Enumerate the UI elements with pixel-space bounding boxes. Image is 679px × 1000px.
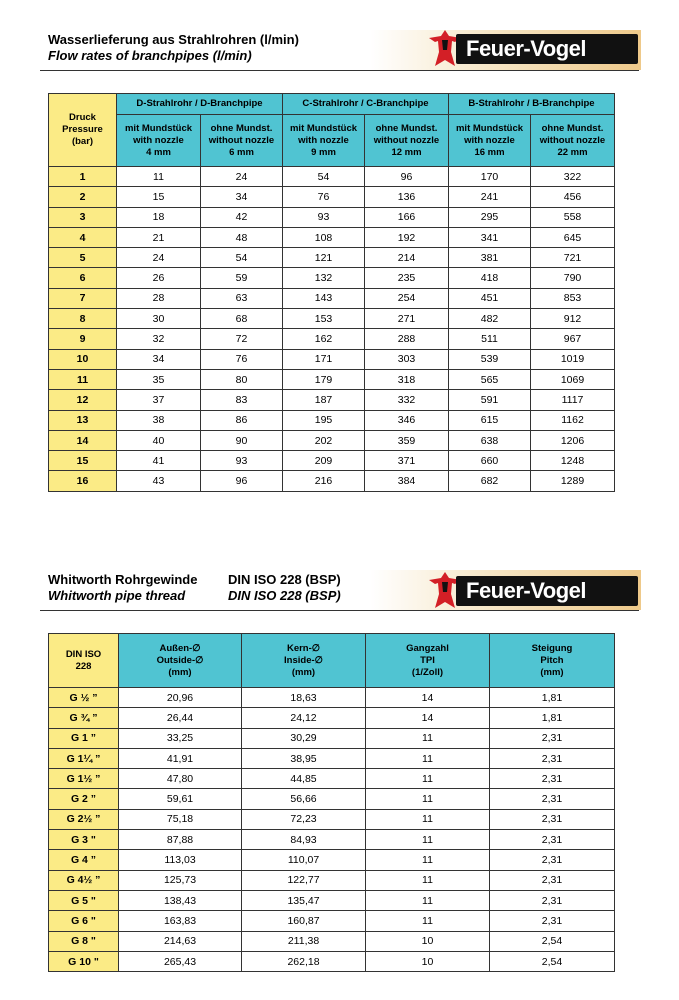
flow-cell: 34 (117, 349, 201, 369)
thread-header-3: Gangzahl TPI (1/Zoll) (366, 634, 490, 688)
pressure-cell: 5 (49, 248, 117, 268)
flow-cell: 591 (449, 390, 531, 410)
flow-cell: 171 (283, 349, 365, 369)
thread-value-cell: 135,47 (242, 890, 366, 910)
pressure-cell: 7 (49, 288, 117, 308)
flow-cell: 30 (117, 309, 201, 329)
flow-cell: 54 (283, 167, 365, 187)
pressure-cell: 1 (49, 167, 117, 187)
pressure-cell: 3 (49, 207, 117, 227)
pressure-cell: 11 (49, 369, 117, 389)
flow-cell: 254 (365, 288, 449, 308)
table-row (49, 890, 615, 910)
thread-size-cell: G 1½ ” (49, 769, 119, 789)
flow-cell: 37 (117, 390, 201, 410)
table-row (49, 911, 615, 931)
flow-cell: 241 (449, 187, 531, 207)
pressure-cell: 4 (49, 227, 117, 247)
table-row (49, 410, 615, 430)
pressure-header: Druck Pressure (bar) (49, 94, 117, 167)
thread-value-cell: 2,31 (490, 830, 615, 850)
thread-value-cell: 2,31 (490, 769, 615, 789)
flow-cell: 83 (201, 390, 283, 410)
flow-cell: 565 (449, 369, 531, 389)
flow-cell: 76 (201, 349, 283, 369)
flow-cell: 108 (283, 227, 365, 247)
flow-cell: 153 (283, 309, 365, 329)
flow-cell: 96 (365, 167, 449, 187)
pressure-cell: 8 (49, 309, 117, 329)
table-row (49, 288, 615, 308)
thread-value-cell: 2,31 (490, 748, 615, 768)
flow-cell: 59 (201, 268, 283, 288)
thread-value-cell: 84,93 (242, 830, 366, 850)
flow-cell: 90 (201, 430, 283, 450)
table-row (49, 451, 615, 471)
section2-title-en (48, 588, 341, 603)
flow-cell: 43 (117, 471, 201, 491)
pressure-cell: 2 (49, 187, 117, 207)
thread-value-cell: 41,91 (119, 748, 242, 768)
flow-cell: 28 (117, 288, 201, 308)
subheader-4: mit Mundstück with nozzle 16 mm (449, 115, 531, 167)
flow-cell: 912 (531, 309, 615, 329)
thread-size-cell: G ½ ” (49, 688, 119, 708)
flow-cell: 539 (449, 349, 531, 369)
table-row (49, 369, 615, 389)
table-row (49, 931, 615, 951)
thread-value-cell: 138,43 (119, 890, 242, 910)
thread-value-cell: 11 (366, 809, 490, 829)
table-row (49, 390, 615, 410)
pressure-cell: 9 (49, 329, 117, 349)
table-row (49, 349, 615, 369)
thread-value-cell: 11 (366, 911, 490, 931)
flow-cell: 660 (449, 451, 531, 471)
thread-value-cell: 11 (366, 850, 490, 870)
flow-cell: 63 (201, 288, 283, 308)
flow-cell: 18 (117, 207, 201, 227)
flow-cell: 371 (365, 451, 449, 471)
thread-header-1: Außen-∅ Outside-∅ (mm) (119, 634, 242, 688)
group-header-c: C-Strahlrohr / C-Branchpipe (283, 94, 449, 115)
flow-cell: 341 (449, 227, 531, 247)
pressure-cell: 13 (49, 410, 117, 430)
flow-cell: 451 (449, 288, 531, 308)
thread-size-cell: G 10 " (49, 951, 119, 971)
table-row (49, 748, 615, 768)
section2-header (0, 570, 679, 610)
table-row (49, 809, 615, 829)
flow-cell: 235 (365, 268, 449, 288)
thread-value-cell: 265,43 (119, 951, 242, 971)
flow-cell: 1248 (531, 451, 615, 471)
section2-title-de-std: DIN ISO 228 (BSP) (228, 572, 341, 587)
flow-cell: 615 (449, 410, 531, 430)
group-header-b: B-Strahlrohr / B-Branchpipe (449, 94, 615, 115)
flow-cell: 179 (283, 369, 365, 389)
flow-cell: 202 (283, 430, 365, 450)
thread-value-cell: 24,12 (242, 708, 366, 728)
thread-value-cell: 214,63 (119, 931, 242, 951)
flow-cell: 303 (365, 349, 449, 369)
feuer-vogel-logo (428, 570, 638, 610)
thread-value-cell: 2,31 (490, 890, 615, 910)
flow-cell: 32 (117, 329, 201, 349)
thread-value-cell: 18,63 (242, 688, 366, 708)
table-row (49, 207, 615, 227)
table-row (49, 329, 615, 349)
table-row (49, 471, 615, 491)
flow-cell: 54 (201, 248, 283, 268)
table-row (49, 870, 615, 890)
flow-cell: 187 (283, 390, 365, 410)
subheader-3: ohne Mundst. without nozzle 12 mm (365, 115, 449, 167)
flow-cell: 26 (117, 268, 201, 288)
flow-cell: 38 (117, 410, 201, 430)
table-row (49, 268, 615, 288)
table-row (49, 769, 615, 789)
section1-title-de: Wasserlieferung aus Strahlrohren (l/min) (48, 32, 299, 47)
thread-value-cell: 56,66 (242, 789, 366, 809)
flow-cell: 48 (201, 227, 283, 247)
thread-value-cell: 122,77 (242, 870, 366, 890)
thread-value-cell: 26,44 (119, 708, 242, 728)
flow-cell: 790 (531, 268, 615, 288)
thread-size-cell: G 1 ” (49, 728, 119, 748)
thread-size-cell: G 4½ ” (49, 870, 119, 890)
thread-value-cell: 2,31 (490, 789, 615, 809)
flow-cell: 288 (365, 329, 449, 349)
thread-value-cell: 20,96 (119, 688, 242, 708)
thread-value-cell: 11 (366, 789, 490, 809)
flow-cell: 86 (201, 410, 283, 430)
flow-cell: 721 (531, 248, 615, 268)
flow-cell: 967 (531, 329, 615, 349)
thread-value-cell: 110,07 (242, 850, 366, 870)
thread-value-cell: 125,73 (119, 870, 242, 890)
thread-value-cell: 14 (366, 708, 490, 728)
flow-cell: 1162 (531, 410, 615, 430)
subheader-1: ohne Mundst. without nozzle 6 mm (201, 115, 283, 167)
thread-value-cell: 11 (366, 830, 490, 850)
thread-value-cell: 47,80 (119, 769, 242, 789)
flow-cell: 638 (449, 430, 531, 450)
thread-value-cell: 160,87 (242, 911, 366, 931)
flow-cell: 93 (283, 207, 365, 227)
flow-cell: 34 (201, 187, 283, 207)
logo-bar (456, 576, 638, 606)
flow-cell: 511 (449, 329, 531, 349)
flow-cell: 318 (365, 369, 449, 389)
thread-value-cell: 2,54 (490, 931, 615, 951)
flow-cell: 1289 (531, 471, 615, 491)
thread-header-0: DIN ISO 228 (49, 634, 119, 688)
thread-value-cell: 11 (366, 748, 490, 768)
thread-value-cell: 2,31 (490, 728, 615, 748)
logo-bar (456, 34, 638, 64)
flow-cell: 170 (449, 167, 531, 187)
thread-value-cell: 44,85 (242, 769, 366, 789)
thread-value-cell: 2,31 (490, 870, 615, 890)
subheader-0: mit Mundstück with nozzle 4 mm (117, 115, 201, 167)
thread-value-cell: 163,83 (119, 911, 242, 931)
thread-header-4: Steigung Pitch (mm) (490, 634, 615, 688)
thread-value-cell: 113,03 (119, 850, 242, 870)
pressure-cell: 6 (49, 268, 117, 288)
thread-size-cell: G 1¼ ” (49, 748, 119, 768)
section1-title-en: Flow rates of branchpipes (l/min) (48, 48, 252, 63)
flow-cell: 682 (449, 471, 531, 491)
flow-cell: 68 (201, 309, 283, 329)
flow-cell: 456 (531, 187, 615, 207)
pressure-cell: 10 (49, 349, 117, 369)
thread-value-cell: 1,81 (490, 708, 615, 728)
thread-value-cell: 11 (366, 728, 490, 748)
flow-cell: 24 (201, 167, 283, 187)
thread-value-cell: 2,31 (490, 850, 615, 870)
thread-value-cell: 14 (366, 688, 490, 708)
pressure-cell: 14 (49, 430, 117, 450)
pressure-cell: 12 (49, 390, 117, 410)
flow-cell: 121 (283, 248, 365, 268)
thread-value-cell: 33,25 (119, 728, 242, 748)
section2-rule (40, 610, 639, 611)
flow-cell: 295 (449, 207, 531, 227)
section2-title-de (48, 572, 341, 587)
flow-cell: 42 (201, 207, 283, 227)
flow-cell: 132 (283, 268, 365, 288)
flow-cell: 96 (201, 471, 283, 491)
thread-size-cell: G 3 " (49, 830, 119, 850)
table-row (49, 688, 615, 708)
thread-size-cell: G 2½ ” (49, 809, 119, 829)
table-row (49, 227, 615, 247)
flow-cell: 322 (531, 167, 615, 187)
thread-value-cell: 10 (366, 951, 490, 971)
flow-cell: 162 (283, 329, 365, 349)
feuer-vogel-logo (428, 28, 638, 68)
flow-cell: 192 (365, 227, 449, 247)
flow-cell: 332 (365, 390, 449, 410)
thread-size-cell: G 8 " (49, 931, 119, 951)
group-header-d: D-Strahlrohr / D-Branchpipe (117, 94, 283, 115)
thread-size-cell: G 4 ” (49, 850, 119, 870)
table-row (49, 167, 615, 187)
section2-title-en-text: Whitworth pipe thread (48, 588, 186, 603)
thread-value-cell: 59,61 (119, 789, 242, 809)
flow-cell: 1069 (531, 369, 615, 389)
flow-cell: 1206 (531, 430, 615, 450)
flow-cell: 209 (283, 451, 365, 471)
thread-value-cell: 11 (366, 769, 490, 789)
thread-value-cell: 30,29 (242, 728, 366, 748)
flow-cell: 41 (117, 451, 201, 471)
thread-value-cell: 262,18 (242, 951, 366, 971)
thread-value-cell: 10 (366, 931, 490, 951)
thread-value-cell: 2,31 (490, 911, 615, 931)
thread-value-cell: 2,31 (490, 809, 615, 829)
flow-cell: 24 (117, 248, 201, 268)
section2-title-de-text: Whitworth Rohrgewinde (48, 572, 198, 587)
flow-cell: 645 (531, 227, 615, 247)
flow-cell: 853 (531, 288, 615, 308)
flow-cell: 72 (201, 329, 283, 349)
table-row (49, 248, 615, 268)
flow-cell: 1019 (531, 349, 615, 369)
flow-cell: 195 (283, 410, 365, 430)
flow-cell: 143 (283, 288, 365, 308)
logo-text: Feuer-Vogel (466, 36, 587, 61)
table-row (49, 309, 615, 329)
table-row (49, 830, 615, 850)
flow-cell: 359 (365, 430, 449, 450)
table-row (49, 789, 615, 809)
thread-size-cell: G 2 ” (49, 789, 119, 809)
flow-cell: 482 (449, 309, 531, 329)
flow-rate-table (48, 93, 615, 492)
thread-value-cell: 11 (366, 870, 490, 890)
table-row (49, 951, 615, 971)
table-row (49, 728, 615, 748)
flow-cell: 15 (117, 187, 201, 207)
flow-cell: 40 (117, 430, 201, 450)
table-row (49, 708, 615, 728)
flow-cell: 35 (117, 369, 201, 389)
subheader-2: mit Mundstück with nozzle 9 mm (283, 115, 365, 167)
thread-value-cell: 11 (366, 890, 490, 910)
flow-cell: 214 (365, 248, 449, 268)
table-row (49, 187, 615, 207)
table-row (49, 430, 615, 450)
thread-size-cell: G 6 " (49, 911, 119, 931)
thread-table (48, 633, 615, 972)
thread-value-cell: 38,95 (242, 748, 366, 768)
section2-title-en-std: DIN ISO 228 (BSP) (228, 588, 341, 603)
table-row (49, 850, 615, 870)
flow-cell: 418 (449, 268, 531, 288)
flow-cell: 381 (449, 248, 531, 268)
thread-size-cell: G ¾ ” (49, 708, 119, 728)
flow-cell: 21 (117, 227, 201, 247)
thread-size-cell: G 5 " (49, 890, 119, 910)
flow-cell: 346 (365, 410, 449, 430)
flow-cell: 11 (117, 167, 201, 187)
flow-cell: 216 (283, 471, 365, 491)
thread-value-cell: 87,88 (119, 830, 242, 850)
thread-value-cell: 75,18 (119, 809, 242, 829)
flow-cell: 136 (365, 187, 449, 207)
pressure-cell: 16 (49, 471, 117, 491)
pressure-cell: 15 (49, 451, 117, 471)
thread-value-cell: 72,23 (242, 809, 366, 829)
thread-value-cell: 1,81 (490, 688, 615, 708)
flow-cell: 166 (365, 207, 449, 227)
section1-rule (40, 70, 639, 71)
flow-cell: 558 (531, 207, 615, 227)
flow-cell: 80 (201, 369, 283, 389)
flow-cell: 384 (365, 471, 449, 491)
section1-header (0, 30, 679, 70)
thread-value-cell: 2,54 (490, 951, 615, 971)
flow-cell: 271 (365, 309, 449, 329)
thread-header-2: Kern-∅ Inside-∅ (mm) (242, 634, 366, 688)
thread-value-cell: 211,38 (242, 931, 366, 951)
logo-text: Feuer-Vogel (466, 578, 587, 603)
flow-cell: 1117 (531, 390, 615, 410)
subheader-5: ohne Mundst. without nozzle 22 mm (531, 115, 615, 167)
flow-cell: 93 (201, 451, 283, 471)
flow-cell: 76 (283, 187, 365, 207)
